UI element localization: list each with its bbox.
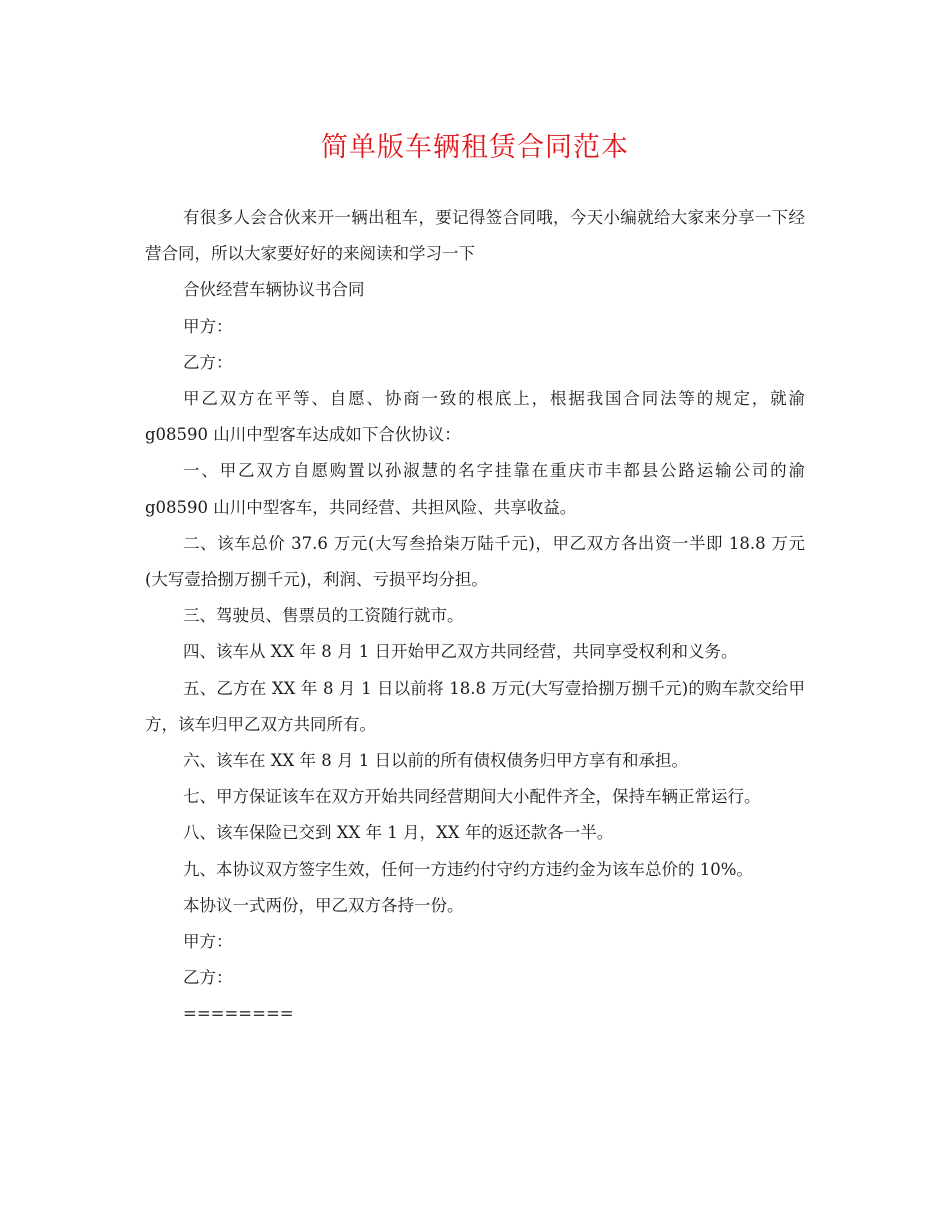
intro-paragraph: 有很多人会合伙来开一辆出租车，要记得签合同哦，今天小编就给大家来分享一下经营合同，所以大家要好好的来阅读和学习一下 bbox=[145, 208, 805, 264]
separator-line: ======== bbox=[183, 1004, 294, 1024]
party-a-label: 甲方： bbox=[183, 316, 233, 336]
signature-party-b: 乙方： bbox=[183, 968, 233, 988]
document-title: 简单版车辆租赁合同范本 bbox=[321, 132, 629, 163]
clause-8: 八、该车保险已交到 XX 年 1 月，XX 年的返还款各一半。 bbox=[183, 823, 614, 843]
clause-4: 四、该车从 XX 年 8 月 1 日开始甲乙双方共同经营，共同享受权利和义务。 bbox=[183, 642, 738, 662]
clause-7: 七、甲方保证该车在双方开始共同经营期间大小配件齐全，保持车辆正常运行。 bbox=[183, 787, 761, 807]
contract-subtitle: 合伙经营车辆协议书合同 bbox=[183, 280, 365, 300]
clause-6: 六、该车在 XX 年 8 月 1 日以前的所有债权债务归甲方享有和承担。 bbox=[183, 751, 688, 771]
signature-party-a: 甲方： bbox=[183, 932, 233, 952]
document-body bbox=[145, 200, 805, 1033]
clause-1: 一、甲乙双方自愿购置以孙淑慧的名字挂靠在重庆市丰都县公路运输公司的渝 g08590 山川中型客车，共同经营、共担风险、共享收益。 bbox=[145, 461, 805, 517]
clause-5: 五、乙方在 XX 年 8 月 1 日以前将 18.8 万元(大写壹拾捌万捌千元)的购车款交给甲方，该车归甲乙双方共同所有。 bbox=[145, 678, 805, 734]
clause-3: 三、驾驶员、售票员的工资随行就市。 bbox=[183, 606, 464, 626]
preamble-paragraph: 甲乙双方在平等、自愿、协商一致的根底上，根据我国合同法等的规定，就渝 g08590 山川中型客车达成如下合伙协议： bbox=[145, 389, 805, 445]
copies-statement: 本协议一式两份，甲乙双方各持一份。 bbox=[183, 895, 464, 915]
clause-9: 九、本协议双方签字生效，任何一方违约付守约方违约金为该车总价的 10%。 bbox=[183, 859, 753, 879]
clause-2: 二、该车总价 37.6 万元(大写叁拾柒万陆千元)，甲乙双方各出资一半即 18.8 万元(大写壹拾捌万捌千元)，利润、亏损平均分担。 bbox=[145, 533, 805, 590]
party-b-label: 乙方： bbox=[183, 352, 233, 372]
